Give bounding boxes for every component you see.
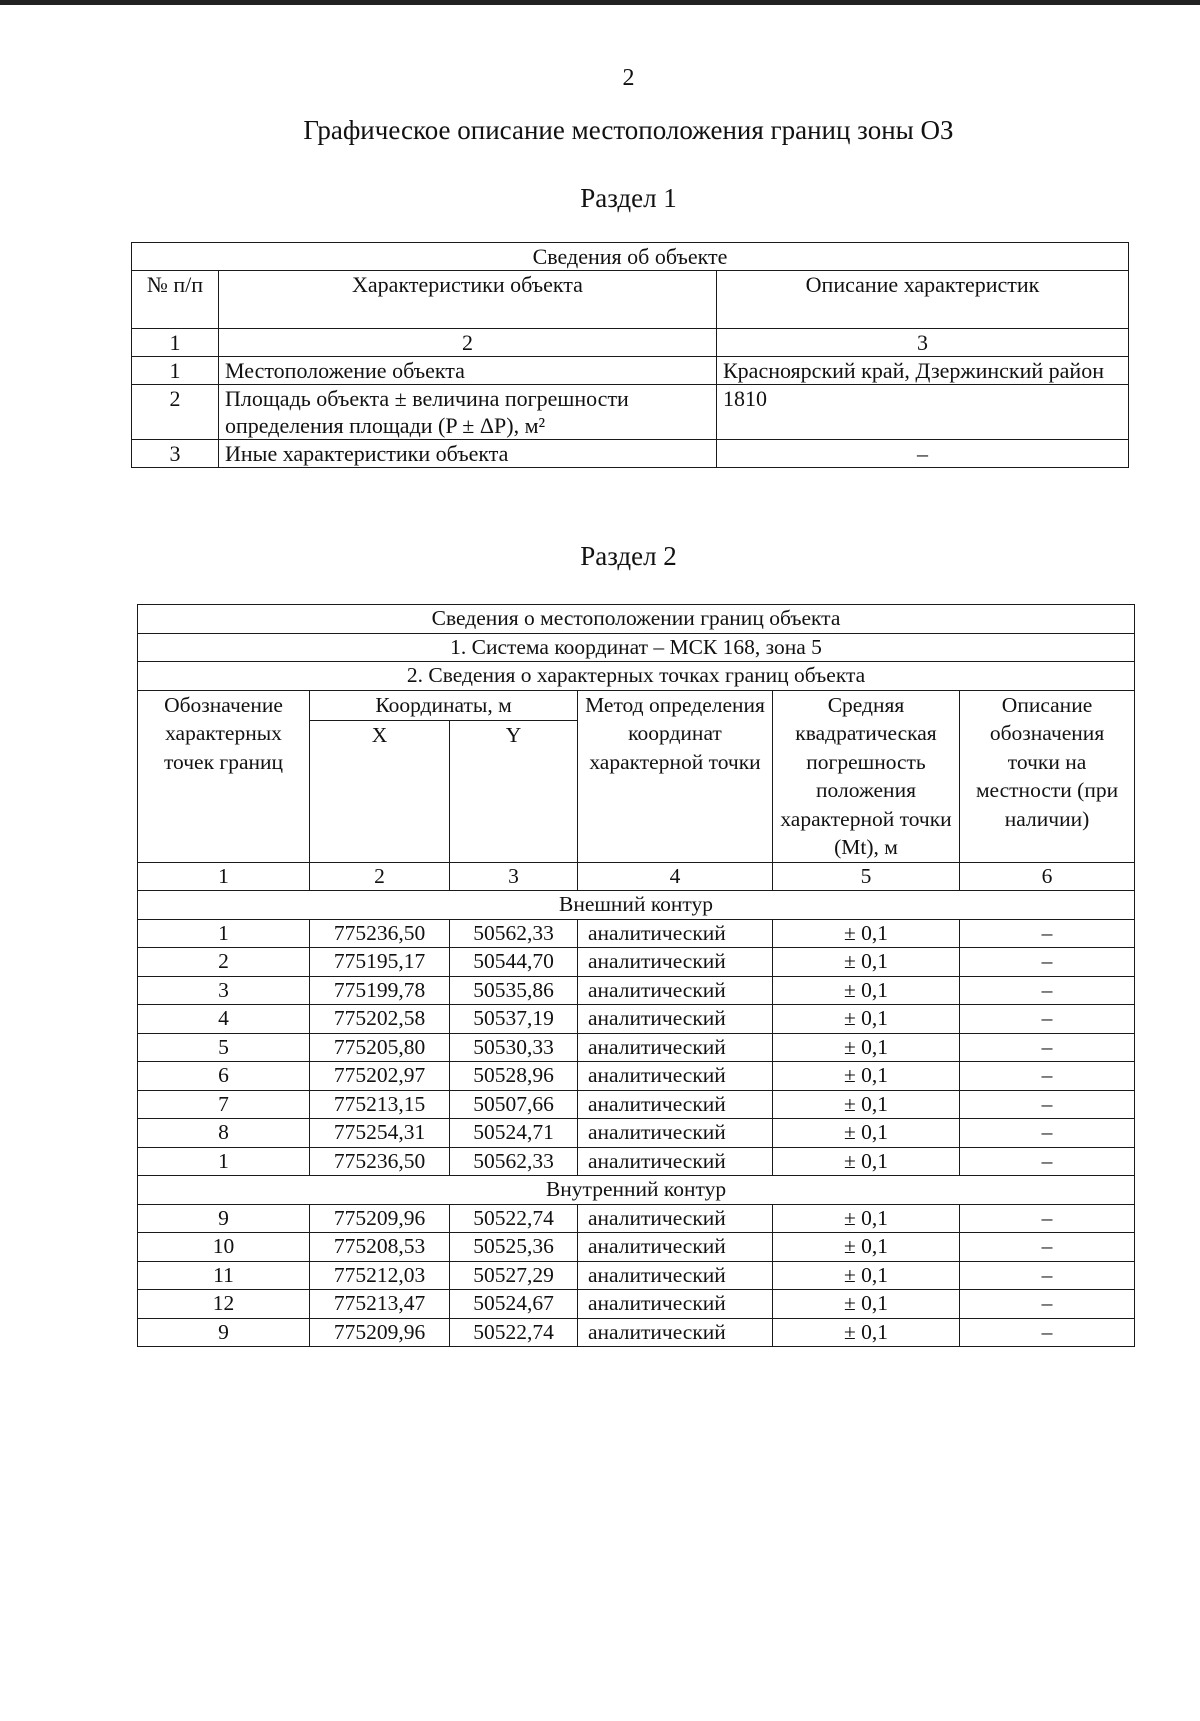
point-id: 12 xyxy=(138,1290,310,1319)
coord-y: 50530,33 xyxy=(450,1033,578,1062)
row-characteristic: Местоположение объекта xyxy=(219,357,717,385)
point-description: – xyxy=(960,1090,1135,1119)
table-row xyxy=(138,1204,1135,1233)
header-description: Описание обозначения точки на местности (при наличии) xyxy=(960,690,1135,862)
row-num: 1 xyxy=(132,357,219,385)
boundary-points-table xyxy=(137,604,1135,1347)
coord-x: 775209,96 xyxy=(310,1204,450,1233)
point-id: 10 xyxy=(138,1233,310,1262)
point-id: 4 xyxy=(138,1005,310,1034)
coord-y: 50528,96 xyxy=(450,1062,578,1091)
point-id: 9 xyxy=(138,1204,310,1233)
table-row xyxy=(138,1290,1135,1319)
coord-x: 775209,96 xyxy=(310,1318,450,1347)
point-description: – xyxy=(960,1062,1135,1091)
header-coords: Координаты, м xyxy=(310,690,578,720)
method: аналитический xyxy=(578,1204,773,1233)
method: аналитический xyxy=(578,1318,773,1347)
accuracy: ± 0,1 xyxy=(773,1005,960,1034)
header-characteristics: Характеристики объекта xyxy=(219,271,717,329)
method: аналитический xyxy=(578,1261,773,1290)
row-value: Красноярский край, Дзержинский район xyxy=(717,357,1129,385)
boundary-caption: Сведения о местоположении границ объекта xyxy=(138,605,1135,634)
point-id: 5 xyxy=(138,1033,310,1062)
row-characteristic: Площадь объекта ± величина погрешности определения площади (P ± ΔP), м² xyxy=(219,385,717,440)
accuracy: ± 0,1 xyxy=(773,976,960,1005)
accuracy: ± 0,1 xyxy=(773,1147,960,1176)
point-description: – xyxy=(960,1147,1135,1176)
accuracy: ± 0,1 xyxy=(773,1062,960,1091)
accuracy: ± 0,1 xyxy=(773,1261,960,1290)
column-number: 1 xyxy=(132,329,219,357)
section-1-heading: Раздел 1 xyxy=(580,183,677,213)
method: аналитический xyxy=(578,1090,773,1119)
row-characteristic: Иные характеристики объекта xyxy=(219,440,717,468)
header-num: № п/п xyxy=(132,271,219,329)
point-description: – xyxy=(960,948,1135,977)
coord-x: 775199,78 xyxy=(310,976,450,1005)
object-info-caption: Сведения об объекте xyxy=(132,243,1129,271)
point-id: 8 xyxy=(138,1119,310,1148)
table-row xyxy=(138,1119,1135,1148)
coord-y: 50544,70 xyxy=(450,948,578,977)
coord-y: 50562,33 xyxy=(450,1147,578,1176)
coord-x: 775202,58 xyxy=(310,1005,450,1034)
coord-x: 775254,31 xyxy=(310,1119,450,1148)
column-number: 2 xyxy=(310,862,450,891)
table-row xyxy=(138,976,1135,1005)
coord-y: 50522,74 xyxy=(450,1204,578,1233)
coord-x: 775236,50 xyxy=(310,1147,450,1176)
point-id: 11 xyxy=(138,1261,310,1290)
column-number: 1 xyxy=(138,862,310,891)
coord-y: 50562,33 xyxy=(450,919,578,948)
method: аналитический xyxy=(578,1119,773,1148)
accuracy: ± 0,1 xyxy=(773,919,960,948)
coord-x: 775202,97 xyxy=(310,1062,450,1091)
coord-x: 775213,15 xyxy=(310,1090,450,1119)
row-value: 1810 xyxy=(717,385,1129,440)
method: аналитический xyxy=(578,948,773,977)
header-description: Описание характеристик xyxy=(717,271,1129,329)
method: аналитический xyxy=(578,919,773,948)
table-row xyxy=(138,948,1135,977)
point-description: – xyxy=(960,1233,1135,1262)
point-description: – xyxy=(960,1119,1135,1148)
coord-y: 50522,74 xyxy=(450,1318,578,1347)
point-description: – xyxy=(960,919,1135,948)
header-point: Обозначение характерных точек границ xyxy=(138,690,310,862)
row-num: 3 xyxy=(132,440,219,468)
table-row xyxy=(132,440,1129,468)
coord-x: 775195,17 xyxy=(310,948,450,977)
inner-contour-label: Внутренний контур xyxy=(138,1176,1135,1205)
method: аналитический xyxy=(578,1005,773,1034)
row-value: – xyxy=(717,440,1129,468)
point-id: 1 xyxy=(138,1147,310,1176)
coord-y: 50527,29 xyxy=(450,1261,578,1290)
point-id: 2 xyxy=(138,948,310,977)
table-row xyxy=(132,385,1129,440)
table-row xyxy=(138,919,1135,948)
table-row xyxy=(132,357,1129,385)
outer-contour-label: Внешний контур xyxy=(138,891,1135,920)
scan-edge xyxy=(0,0,1200,5)
point-description: – xyxy=(960,976,1135,1005)
coord-x: 775213,47 xyxy=(310,1290,450,1319)
point-id: 6 xyxy=(138,1062,310,1091)
point-description: – xyxy=(960,1005,1135,1034)
accuracy: ± 0,1 xyxy=(773,1033,960,1062)
column-number: 3 xyxy=(717,329,1129,357)
column-number: 2 xyxy=(219,329,717,357)
point-id: 3 xyxy=(138,976,310,1005)
table-row xyxy=(138,1233,1135,1262)
coord-y: 50507,66 xyxy=(450,1090,578,1119)
coord-x: 775205,80 xyxy=(310,1033,450,1062)
point-id: 9 xyxy=(138,1318,310,1347)
table-row xyxy=(138,1033,1135,1062)
table-row xyxy=(138,1261,1135,1290)
page-number: 2 xyxy=(622,65,635,91)
method: аналитический xyxy=(578,1033,773,1062)
point-description: – xyxy=(960,1290,1135,1319)
column-number: 4 xyxy=(578,862,773,891)
coord-y: 50524,71 xyxy=(450,1119,578,1148)
header-method: Метод определения координат характерной точки xyxy=(578,690,773,862)
coord-y: 50525,36 xyxy=(450,1233,578,1262)
coord-x: 775208,53 xyxy=(310,1233,450,1262)
header-x: X xyxy=(310,720,450,862)
coord-y: 50537,19 xyxy=(450,1005,578,1034)
document-title: Графическое описание местоположения границ зоны ОЗ xyxy=(303,115,954,145)
column-number: 6 xyxy=(960,862,1135,891)
method: аналитический xyxy=(578,1233,773,1262)
table-row xyxy=(138,1005,1135,1034)
coord-x: 775212,03 xyxy=(310,1261,450,1290)
point-id: 7 xyxy=(138,1090,310,1119)
coord-y: 50524,67 xyxy=(450,1290,578,1319)
point-description: – xyxy=(960,1318,1135,1347)
point-description: – xyxy=(960,1033,1135,1062)
accuracy: ± 0,1 xyxy=(773,1204,960,1233)
point-description: – xyxy=(960,1261,1135,1290)
coord-x: 775236,50 xyxy=(310,919,450,948)
column-number: 5 xyxy=(773,862,960,891)
table-row xyxy=(138,1062,1135,1091)
table-row xyxy=(138,1147,1135,1176)
row-num: 2 xyxy=(132,385,219,440)
accuracy: ± 0,1 xyxy=(773,1290,960,1319)
coord-y: 50535,86 xyxy=(450,976,578,1005)
points-caption: 2. Сведения о характерных точках границ объекта xyxy=(138,662,1135,691)
method: аналитический xyxy=(578,1147,773,1176)
point-description: – xyxy=(960,1204,1135,1233)
method: аналитический xyxy=(578,1290,773,1319)
header-y: Y xyxy=(450,720,578,862)
coordinate-system: 1. Система координат – МСК 168, зона 5 xyxy=(138,633,1135,662)
accuracy: ± 0,1 xyxy=(773,1318,960,1347)
method: аналитический xyxy=(578,1062,773,1091)
accuracy: ± 0,1 xyxy=(773,948,960,977)
accuracy: ± 0,1 xyxy=(773,1233,960,1262)
method: аналитический xyxy=(578,976,773,1005)
accuracy: ± 0,1 xyxy=(773,1119,960,1148)
point-id: 1 xyxy=(138,919,310,948)
object-info-table xyxy=(131,242,1129,468)
section-2-heading: Раздел 2 xyxy=(580,541,677,571)
accuracy: ± 0,1 xyxy=(773,1090,960,1119)
header-accuracy: Средняя квадратическая погрешность положения характерной точки (Mt), м xyxy=(773,690,960,862)
table-row xyxy=(138,1318,1135,1347)
column-number: 3 xyxy=(450,862,578,891)
table-row xyxy=(138,1090,1135,1119)
